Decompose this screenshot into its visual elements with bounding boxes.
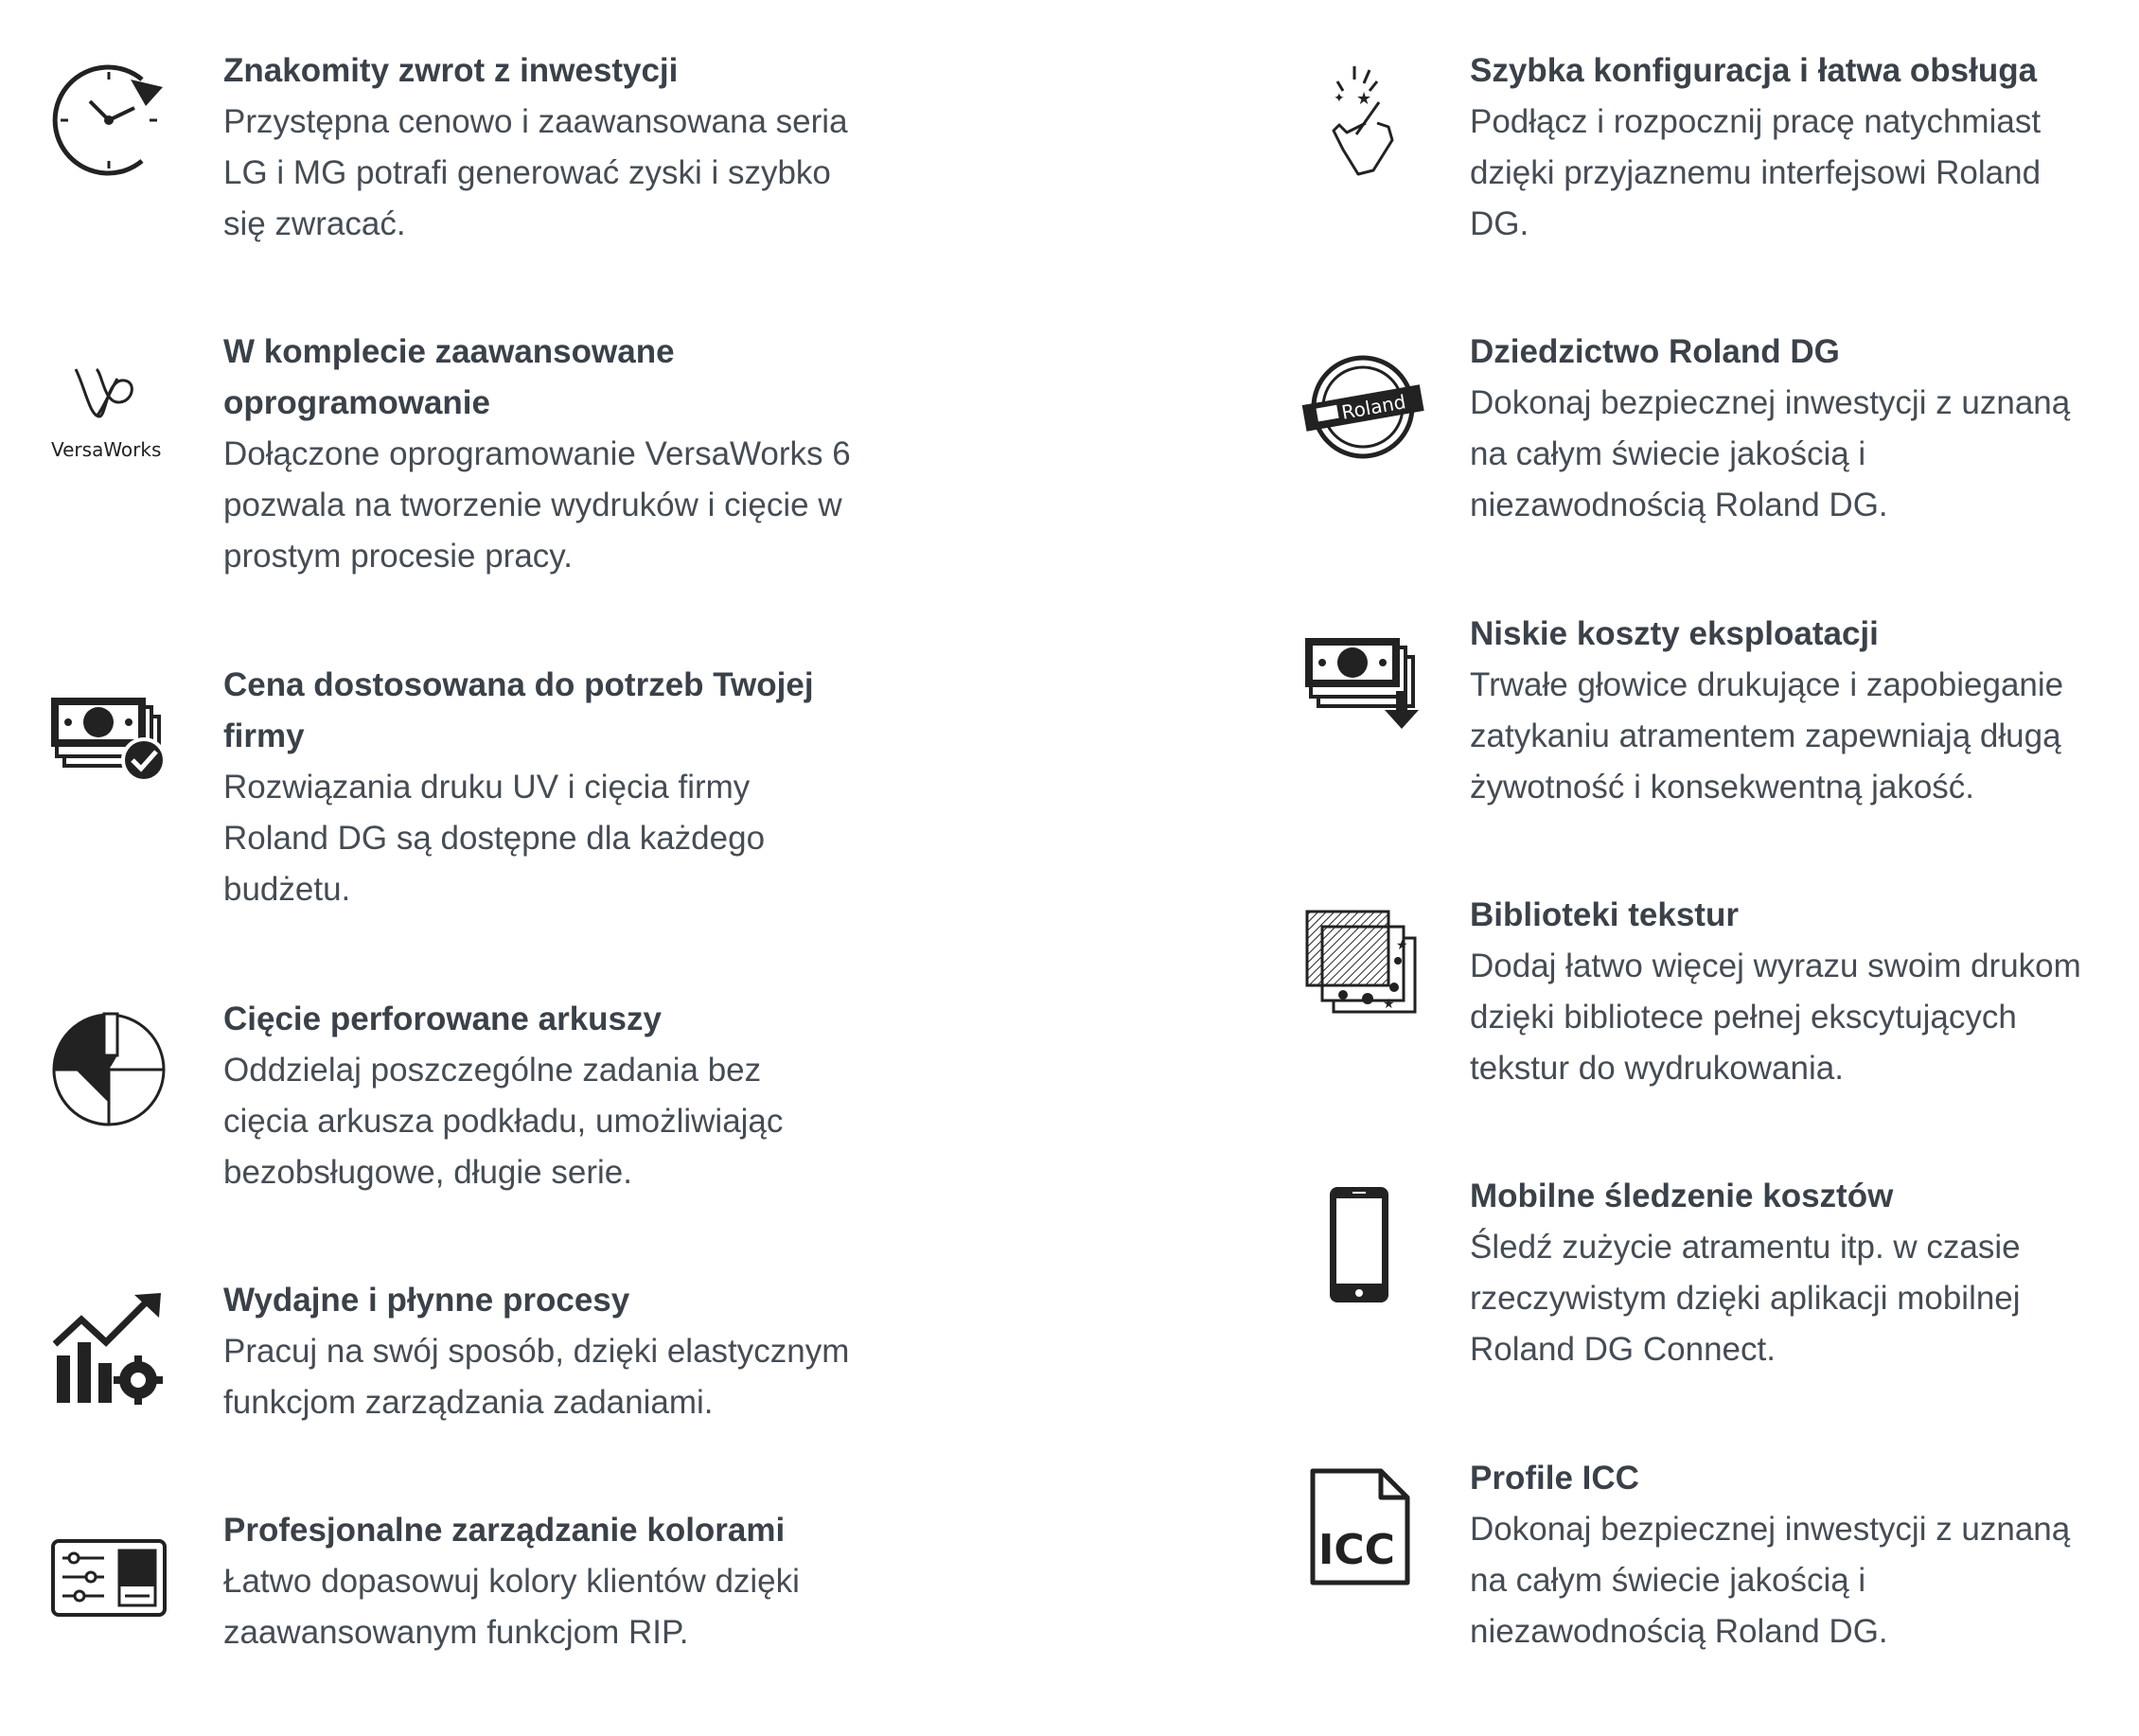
feature-roi — [223, 45, 886, 254]
feature-title: Szybka konfiguracja i łatwa obsługa — [1470, 52, 2038, 89]
feature-title: Cięcie perforowane arkuszy — [223, 1001, 662, 1037]
feature-description: Dokonaj bezpiecznej inwestycji z uznaną na całym świecie jakością i niezawodnością Roland DG. — [1470, 384, 2071, 523]
clock-return-icon — [47, 59, 170, 182]
feature-description: Dołączone oprogramowanie VersaWorks 6 pozwala na tworzenie wydruków i cięcie w prostym procesie pracy. — [223, 435, 851, 575]
feature-software — [223, 327, 886, 592]
versaworks-label: VersaWorks — [51, 438, 162, 461]
feature-description: Przystępna cenowo i zaawansowana seria LG i MG potrafi generować zyski i szybko się zwracać. — [223, 103, 848, 242]
smartphone-icon — [1301, 1183, 1424, 1306]
finger-snap-icon — [1301, 59, 1424, 182]
feature-color-management — [223, 1505, 886, 1666]
icc-file-icon — [1301, 1465, 1424, 1588]
feature-title: W komplecie zaawansowane oprogramowanie — [223, 333, 675, 421]
feature-description: Łatwo dopasowuj kolory klientów dzięki zaawansowanym funkcjom RIP. — [223, 1563, 800, 1651]
svg-text:★: ★ — [1383, 996, 1395, 1011]
money-down-icon — [1301, 625, 1424, 748]
feature-icc-profiles — [1470, 1453, 2132, 1661]
feature-description: Oddzielaj poszczególne zadania bez cięcia arkusza podkładu, umożliwiając bezobsługowe, długie serie. — [223, 1052, 784, 1191]
feature-description: Trwałe głowice drukujące i zapobieganie zatykaniu atramentem zapewniają długą żywotność i konsekwentną jakość. — [1470, 666, 2064, 806]
feature-description: Podłącz i rozpocznij pracę natychmiast dzięki przyjaznemu interfejsowi Roland DG. — [1470, 103, 2042, 242]
money-check-icon — [47, 677, 170, 800]
feature-description: Dodaj łatwo więcej wyrazu swoim drukom dzięki bibliotece pełnej ekscytujących tekstur do wydrukowania. — [1470, 948, 2081, 1087]
feature-description: Pracuj na swój sposób, dzięki elastycznym funkcjom zarządzania zadaniami. — [223, 1333, 850, 1421]
feature-texture-libraries — [1470, 890, 2132, 1098]
feature-title: Dziedzictwo Roland DG — [1470, 333, 1840, 370]
feature-quick-setup — [1470, 45, 2132, 254]
feature-title: Znakomity zwrot z inwestycji — [223, 52, 679, 89]
svg-text:★: ★ — [1356, 89, 1372, 108]
svg-text:✦: ✦ — [1334, 90, 1345, 105]
feature-description: Rozwiązania druku UV i cięcia firmy Roland DG są dostępne dla każdego budżetu. — [223, 769, 766, 908]
color-sliders-icon — [47, 1516, 170, 1639]
svg-text:★: ★ — [1396, 937, 1408, 952]
feature-workflow — [223, 1275, 886, 1436]
feature-perforated-cut — [223, 994, 886, 1202]
feature-title: Niskie koszty eksploatacji — [1470, 615, 1879, 652]
feature-mobile-tracking — [1470, 1171, 2132, 1379]
feature-title: Profile ICC — [1470, 1460, 1639, 1497]
chart-gear-icon — [47, 1287, 170, 1410]
feature-title: Cena dostosowana do potrzeb Twojej firmy — [223, 666, 814, 754]
icc-label: ICC — [1318, 1526, 1395, 1574]
feature-title: Biblioteki tekstur — [1470, 896, 1739, 933]
texture-library-icon — [1301, 904, 1424, 1027]
feature-heritage — [1470, 327, 2132, 535]
feature-low-running-costs — [1470, 609, 2132, 817]
feature-title: Mobilne śledzenie kosztów — [1470, 1178, 1894, 1214]
feature-pricing — [223, 660, 886, 925]
perforated-cut-icon — [47, 1008, 170, 1131]
feature-title: Wydajne i płynne procesy — [223, 1282, 630, 1319]
roland-badge-icon — [1301, 345, 1424, 469]
roland-label: Roland — [1339, 390, 1408, 424]
feature-description: Dokonaj bezpiecznej inwestycji z uznaną na całym świecie jakością i niezawodnością Roland DG. — [1470, 1511, 2071, 1650]
feature-description: Śledź zużycie atramentu itp. w czasie rzeczywistym dzięki aplikacji mobilnej Roland DG Connect. — [1470, 1229, 2021, 1368]
versaworks-logo-icon — [47, 350, 170, 473]
feature-title: Profesjonalne zarządzanie kolorami — [223, 1512, 786, 1549]
